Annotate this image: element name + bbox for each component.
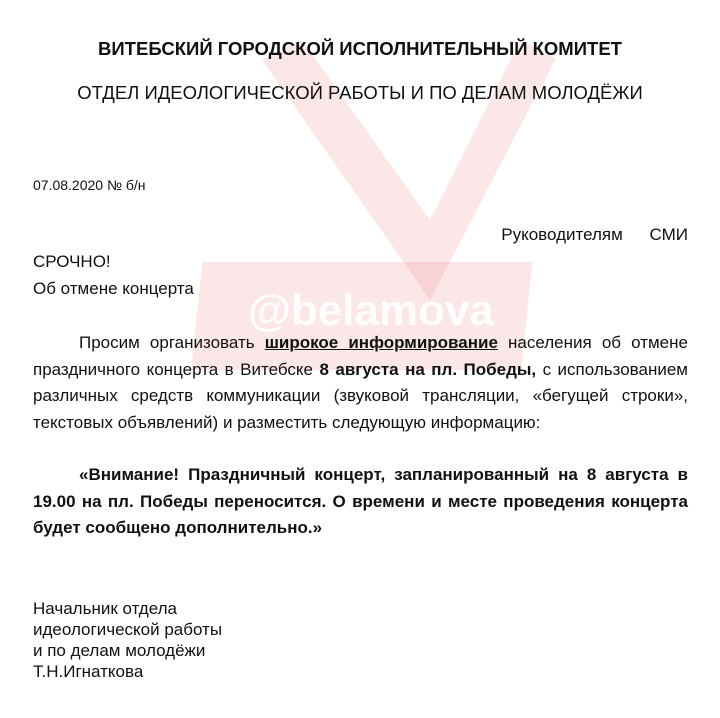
recipients: Руководителям СМИ — [501, 225, 688, 244]
signature-line-1: Начальник отдела — [33, 599, 177, 618]
signature-name: Т.Н.Игнаткова — [33, 662, 144, 681]
date-number: 07.08.2020 № б/н — [33, 177, 146, 193]
signature-line-3: и по делам молодёжи — [33, 641, 206, 660]
signature-line-2: идеологической работы — [33, 620, 223, 639]
announcement-text: «Внимание! Праздничный концерт, запланированный на 8 августа в 19.00 на пл. Победы переносится. О времени и месте проведения концерта будет сообщено дополнительно.» — [33, 465, 688, 537]
body-text-mid: населения об отмене праздничного концерта в Витебске — [33, 333, 688, 379]
body-text-start: Просим организовать — [79, 333, 265, 352]
body-emphasis: широкое информирование — [264, 333, 498, 352]
urgent-label: СРОЧНО! — [33, 252, 111, 271]
body-bold-date: 8 августа на пл. Победы, — [319, 359, 537, 379]
subject-line: Об отмене концерта — [33, 279, 194, 298]
organization-title: ВИТЕБСКИЙ ГОРОДСКОЙ ИСПОЛНИТЕЛЬНЫЙ КОМИТЕТ — [98, 38, 622, 59]
body-paragraph — [33, 330, 688, 436]
watermark-text: @belamova — [248, 286, 494, 335]
announcement-quote — [33, 462, 688, 542]
body-text-end: с использованием различных средств коммуникации (звуковой трансляции, «бегущей строки», текстовых объявлений) и разместить следующую информацию: — [33, 359, 688, 432]
signature-block — [33, 598, 222, 682]
department-title: ОТДЕЛ ИДЕОЛОГИЧЕСКОЙ РАБОТЫ И ПО ДЕЛАМ МОЛОДЁЖИ — [77, 82, 643, 103]
